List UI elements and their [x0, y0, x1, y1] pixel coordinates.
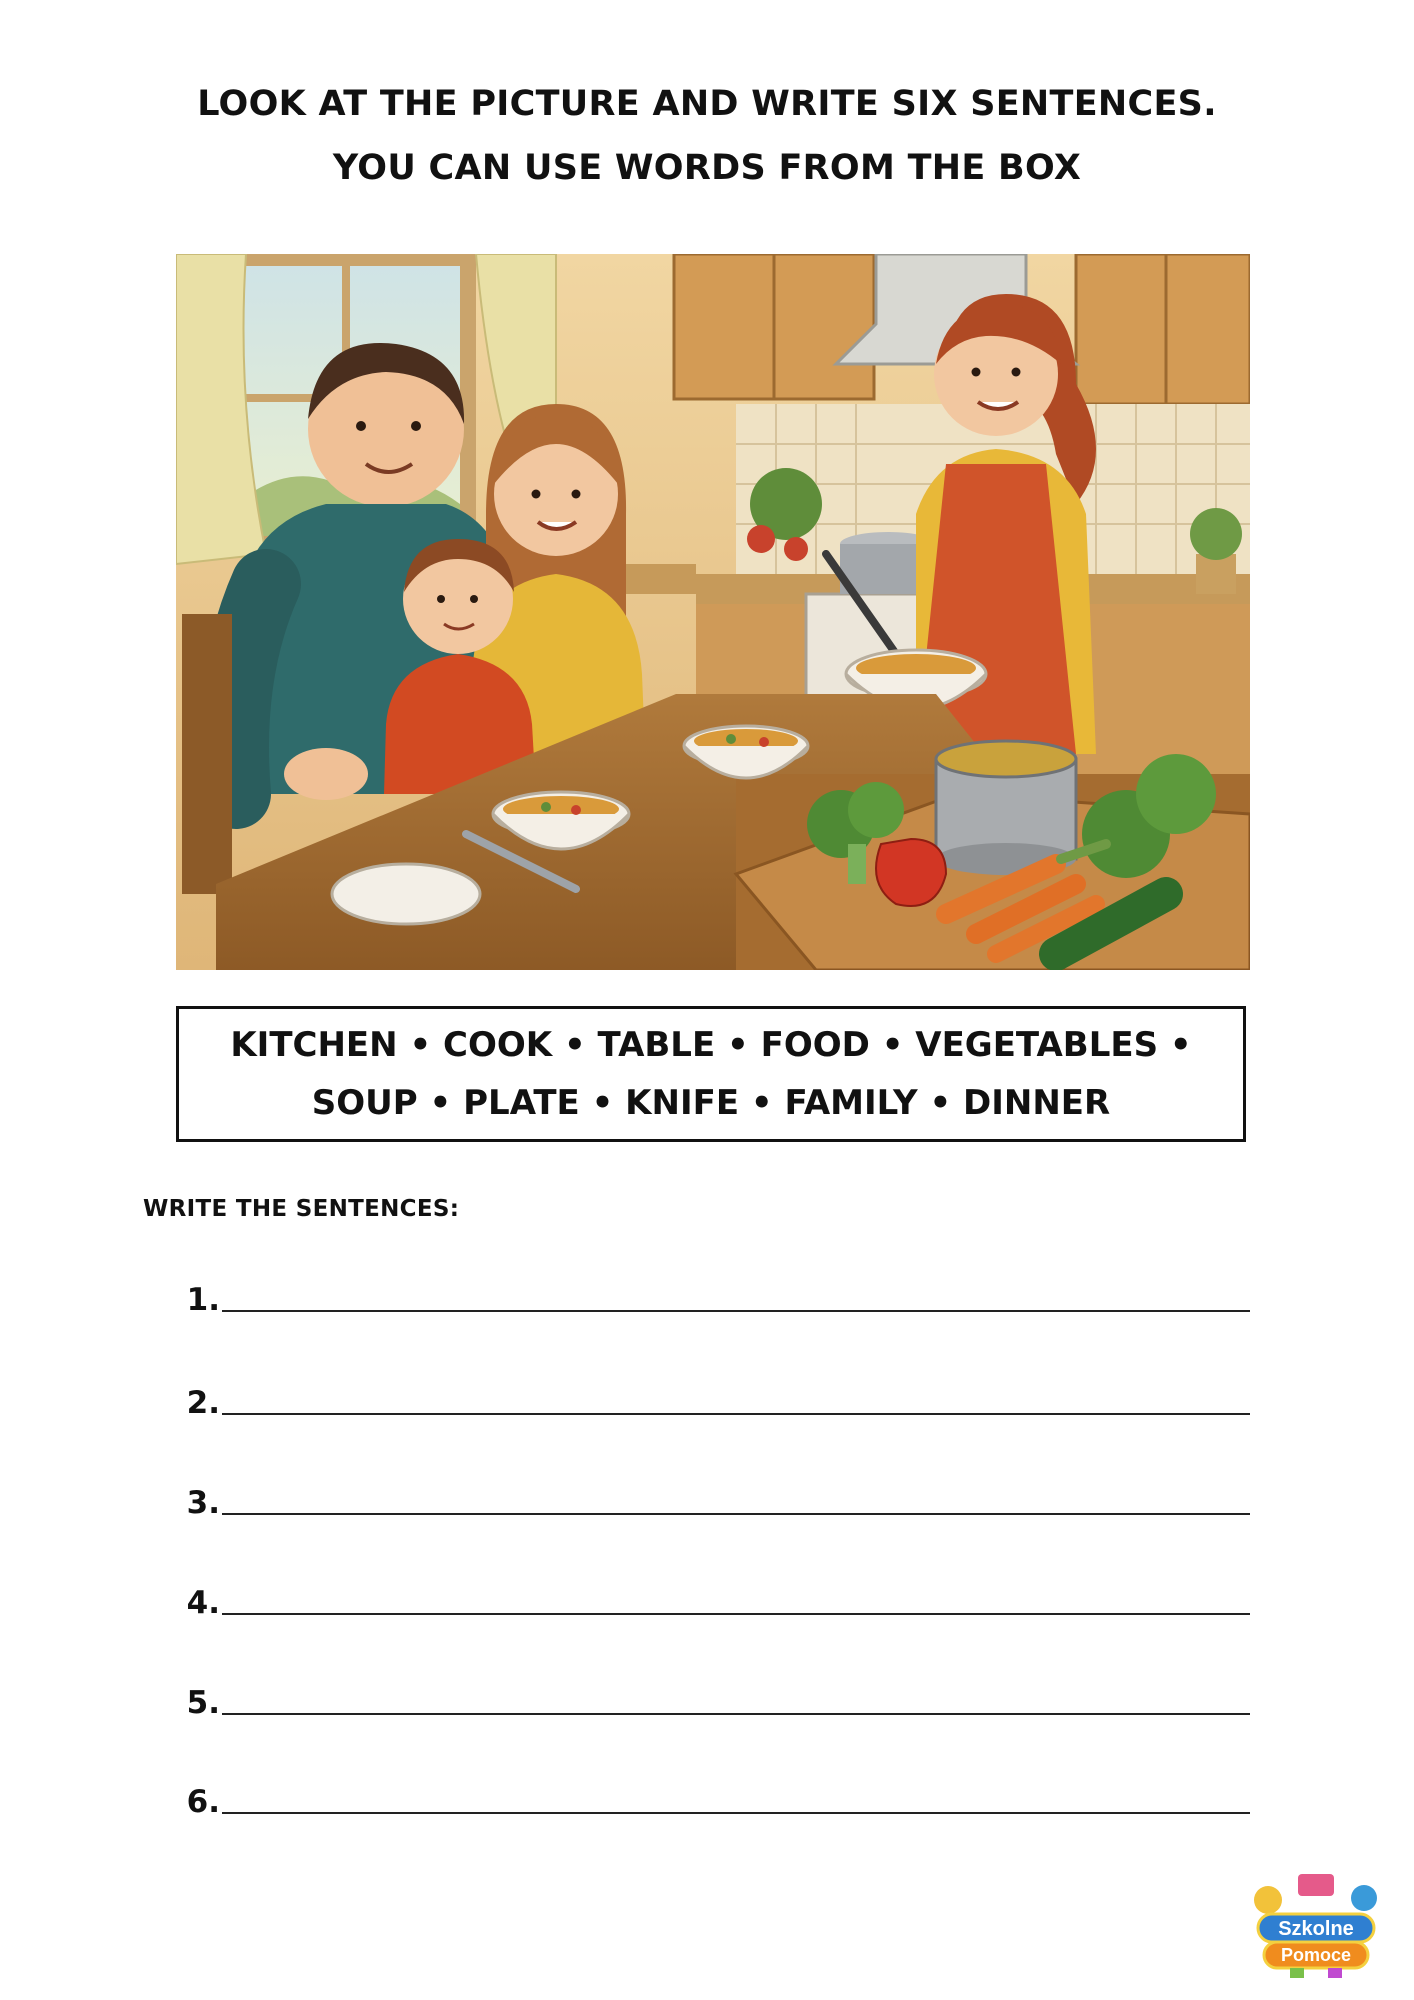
writing-line[interactable]: [222, 1413, 1250, 1415]
worksheet-title-line-1: LOOK AT THE PICTURE AND WRITE SIX SENTENCES.: [197, 84, 1217, 124]
worksheet-title-line-2: YOU CAN USE WORDS FROM THE BOX: [332, 148, 1082, 188]
szkolne-pomoce-logo: [1246, 1870, 1386, 1980]
word-box-text: KITCHEN • COOK • TABLE • FOOD • VEGETABLES • SOUP • PLATE • KNIFE • FAMILY • DINNER: [230, 1025, 1192, 1123]
writing-line[interactable]: [222, 1812, 1250, 1814]
writing-line[interactable]: [222, 1310, 1250, 1312]
answer-line-1[interactable]: [176, 1272, 1250, 1320]
line-number: 3.: [186, 1485, 220, 1521]
line-number: 4.: [186, 1585, 220, 1621]
word-box: [176, 1006, 1246, 1142]
logo-text-top: Szkolne: [1278, 1918, 1354, 1940]
logo-text-bottom: Pomoce: [1280, 1945, 1352, 1965]
writing-line[interactable]: [222, 1513, 1250, 1515]
answer-line-5[interactable]: [176, 1675, 1250, 1723]
line-number: 2.: [186, 1385, 220, 1421]
line-number: 5.: [186, 1685, 220, 1721]
answer-line-2[interactable]: [176, 1375, 1250, 1423]
writing-line[interactable]: [222, 1713, 1250, 1715]
write-sentences-heading: WRITE THE SENTENCES:: [143, 1196, 460, 1222]
line-number: 1.: [186, 1282, 220, 1318]
family-kitchen-illustration: [176, 254, 1250, 970]
answer-line-3[interactable]: [176, 1475, 1250, 1523]
writing-line[interactable]: [222, 1613, 1250, 1615]
answer-line-4[interactable]: [176, 1575, 1250, 1623]
answer-line-6[interactable]: [176, 1774, 1250, 1822]
line-number: 6.: [186, 1784, 220, 1820]
